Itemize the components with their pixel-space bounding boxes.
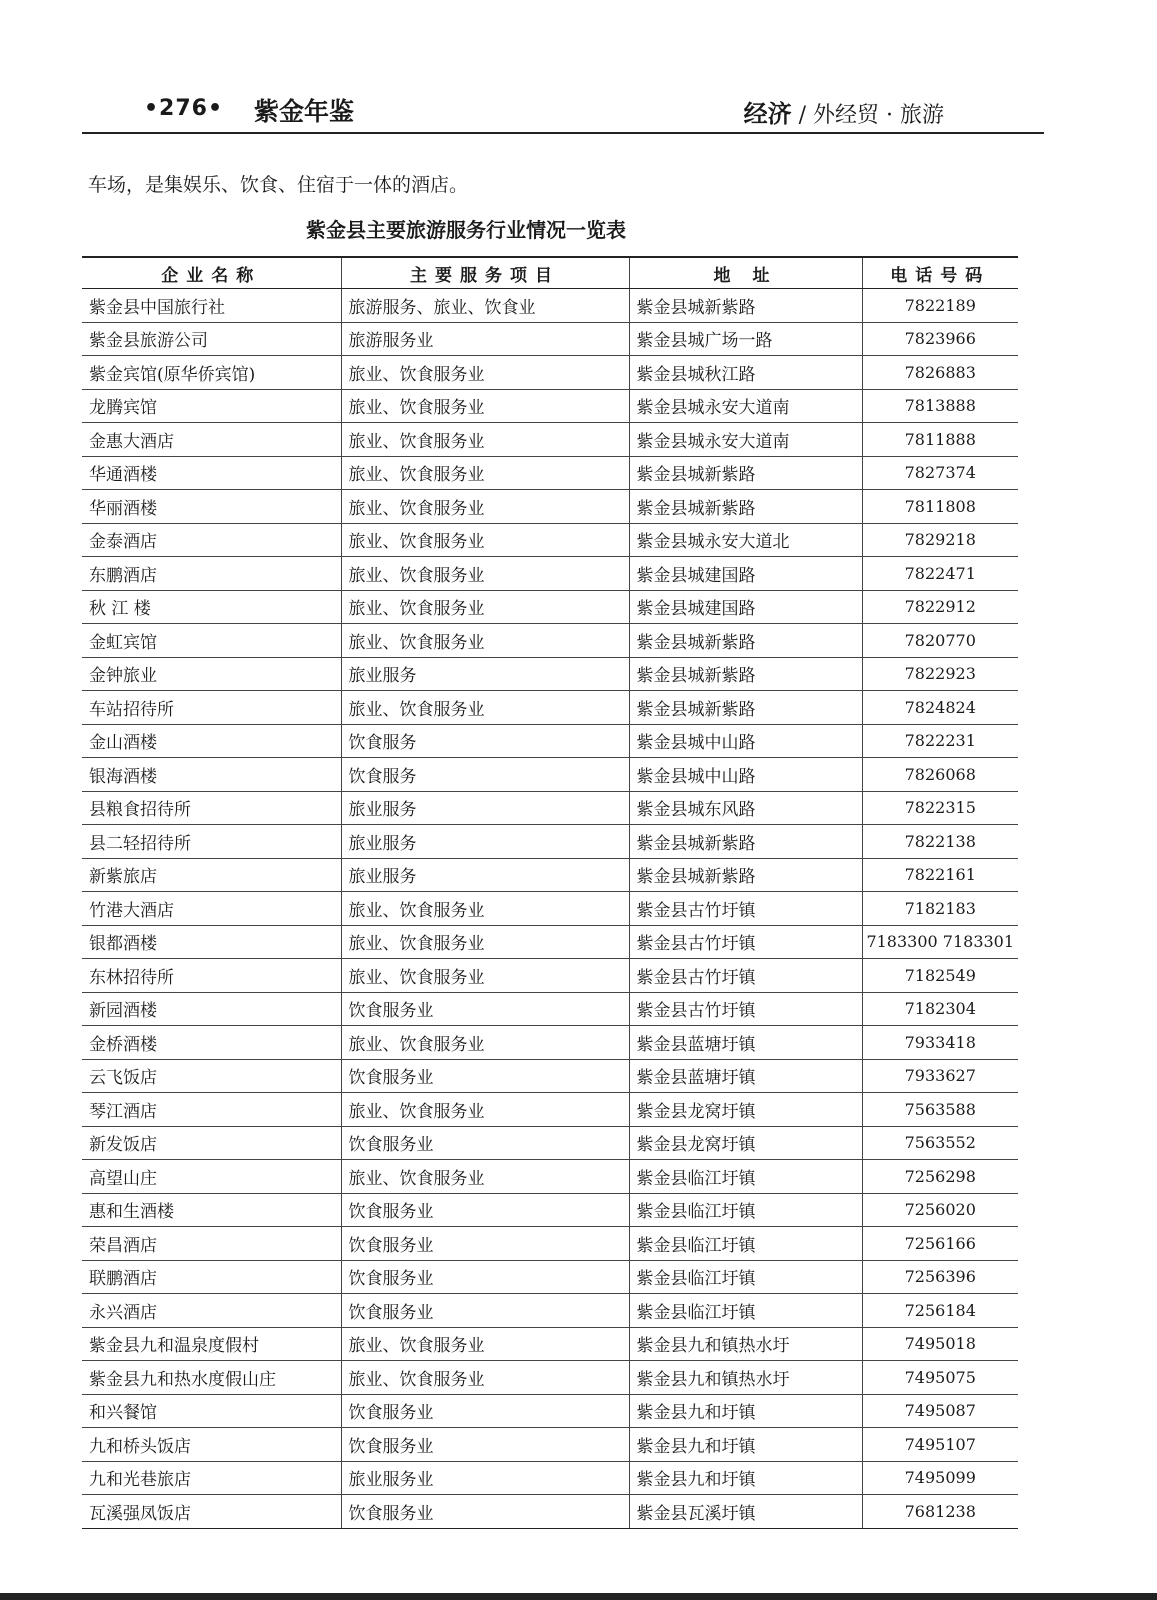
cell-company-name: 金虹宾馆 xyxy=(82,624,341,658)
cell-phone: 7495107 xyxy=(862,1428,1018,1462)
cell-company-name: 县粮食招待所 xyxy=(82,791,341,825)
cell-address: 紫金县古竹圩镇 xyxy=(629,959,862,993)
table-row xyxy=(82,456,1018,490)
cell-phone: 7826883 xyxy=(862,356,1018,390)
cell-address: 紫金县九和镇热水圩 xyxy=(629,1327,862,1361)
tourism-services-table xyxy=(82,256,1018,1529)
cell-phone: 7824824 xyxy=(862,691,1018,725)
cell-phone: 7256020 xyxy=(862,1193,1018,1227)
cell-address: 紫金县城永安大道南 xyxy=(629,423,862,457)
table-row xyxy=(82,1327,1018,1361)
col-header-name: 企业名称 xyxy=(82,257,341,289)
cell-address: 紫金县九和镇热水圩 xyxy=(629,1361,862,1395)
cell-address: 紫金县九和圩镇 xyxy=(629,1428,862,1462)
cell-phone: 7820770 xyxy=(862,624,1018,658)
cell-company-name: 金山酒楼 xyxy=(82,724,341,758)
cell-phone: 7822471 xyxy=(862,557,1018,591)
cell-address: 紫金县城新紫路 xyxy=(629,825,862,859)
cell-service: 旅业、饮食服务业 xyxy=(341,523,629,557)
table-row xyxy=(82,791,1018,825)
table-row xyxy=(82,657,1018,691)
cell-address: 紫金县城新紫路 xyxy=(629,289,862,323)
table-row xyxy=(82,1093,1018,1127)
cell-service: 旅业、饮食服务业 xyxy=(341,1327,629,1361)
cell-service: 饮食服务 xyxy=(341,758,629,792)
table-row xyxy=(82,1361,1018,1395)
cell-address: 紫金县城新紫路 xyxy=(629,456,862,490)
cell-address: 紫金县城永安大道南 xyxy=(629,389,862,423)
cell-company-name: 高望山庄 xyxy=(82,1160,341,1194)
cell-service: 旅业、饮食服务业 xyxy=(341,925,629,959)
cell-company-name: 金惠大酒店 xyxy=(82,423,341,457)
cell-service: 饮食服务业 xyxy=(341,1227,629,1261)
cell-company-name: 东林招待所 xyxy=(82,959,341,993)
col-header-service: 主要服务项目 xyxy=(341,257,629,289)
table-row xyxy=(82,758,1018,792)
cell-company-name: 新紫旅店 xyxy=(82,858,341,892)
intro-text: 车场，是集娱乐、饮食、住宿于一体的酒店。 xyxy=(88,174,469,196)
cell-service: 旅业、饮食服务业 xyxy=(341,892,629,926)
section-main: 经济 xyxy=(743,100,792,128)
cell-company-name: 华通酒楼 xyxy=(82,456,341,490)
cell-company-name: 县二轻招待所 xyxy=(82,825,341,859)
cell-company-name: 瓦溪强凤饭店 xyxy=(82,1495,341,1529)
cell-service: 饮食服务业 xyxy=(341,1260,629,1294)
cell-company-name: 紫金县旅游公司 xyxy=(82,322,341,356)
cell-company-name: 云飞饭店 xyxy=(82,1059,341,1093)
cell-service: 旅业服务业 xyxy=(341,1461,629,1495)
cell-phone: 7822231 xyxy=(862,724,1018,758)
cell-service: 饮食服务业 xyxy=(341,1394,629,1428)
table-row xyxy=(82,322,1018,356)
cell-address: 紫金县城新紫路 xyxy=(629,624,862,658)
cell-service: 旅业、饮食服务业 xyxy=(341,490,629,524)
cell-address: 紫金县城新紫路 xyxy=(629,858,862,892)
cell-service: 饮食服务业 xyxy=(341,1294,629,1328)
cell-service: 旅游服务业 xyxy=(341,322,629,356)
table-row xyxy=(82,1126,1018,1160)
cell-service: 旅业、饮食服务业 xyxy=(341,557,629,591)
cell-service: 旅业服务 xyxy=(341,657,629,691)
cell-service: 旅业、饮食服务业 xyxy=(341,1160,629,1194)
cell-phone: 7827374 xyxy=(862,456,1018,490)
section-sub: 外经贸 · 旅游 xyxy=(813,103,944,128)
table-row xyxy=(82,1160,1018,1194)
cell-company-name: 荣昌酒店 xyxy=(82,1227,341,1261)
section-separator: / xyxy=(798,103,807,128)
table-row xyxy=(82,825,1018,859)
cell-service: 旅业、饮食服务业 xyxy=(341,959,629,993)
table-body xyxy=(82,289,1018,1529)
cell-address: 紫金县瓦溪圩镇 xyxy=(629,1495,862,1529)
cell-service: 旅业、饮食服务业 xyxy=(341,1093,629,1127)
table-row xyxy=(82,892,1018,926)
table-row xyxy=(82,1026,1018,1060)
table-row xyxy=(82,724,1018,758)
cell-service: 旅业服务 xyxy=(341,858,629,892)
table-title: 紫金县主要旅游服务行业情况一览表 xyxy=(306,218,626,242)
cell-phone: 7256298 xyxy=(862,1160,1018,1194)
cell-address: 紫金县城新紫路 xyxy=(629,657,862,691)
cell-address: 紫金县临江圩镇 xyxy=(629,1227,862,1261)
table-row xyxy=(82,1428,1018,1462)
cell-phone: 7256396 xyxy=(862,1260,1018,1294)
cell-company-name: 紫金县中国旅行社 xyxy=(82,289,341,323)
cell-service: 旅业、饮食服务业 xyxy=(341,624,629,658)
page-number: •276• xyxy=(144,96,224,121)
cell-address: 紫金县城永安大道北 xyxy=(629,523,862,557)
cell-service: 旅业服务 xyxy=(341,825,629,859)
table-row xyxy=(82,992,1018,1026)
cell-service: 饮食服务业 xyxy=(341,992,629,1026)
cell-phone: 7829218 xyxy=(862,523,1018,557)
cell-company-name: 和兴餐馆 xyxy=(82,1394,341,1428)
cell-service: 饮食服务业 xyxy=(341,1428,629,1462)
cell-address: 紫金县临江圩镇 xyxy=(629,1160,862,1194)
cell-address: 紫金县古竹圩镇 xyxy=(629,925,862,959)
cell-phone: 7182549 xyxy=(862,959,1018,993)
cell-phone: 7495075 xyxy=(862,1361,1018,1395)
col-header-phone: 电话号码 xyxy=(862,257,1018,289)
book-title: 紫金年鉴 xyxy=(254,97,355,126)
cell-address: 紫金县蓝塘圩镇 xyxy=(629,1059,862,1093)
table-row xyxy=(82,1193,1018,1227)
cell-service: 饮食服务业 xyxy=(341,1059,629,1093)
table-row xyxy=(82,1461,1018,1495)
cell-company-name: 紫金县九和热水度假山庄 xyxy=(82,1361,341,1395)
cell-phone: 7822912 xyxy=(862,590,1018,624)
cell-phone: 7822161 xyxy=(862,858,1018,892)
table-row xyxy=(82,1227,1018,1261)
cell-phone: 7495099 xyxy=(862,1461,1018,1495)
cell-phone: 7681238 xyxy=(862,1495,1018,1529)
cell-service: 旅业、饮食服务业 xyxy=(341,389,629,423)
table-row xyxy=(82,925,1018,959)
cell-service: 旅业、饮食服务业 xyxy=(341,456,629,490)
table-row xyxy=(82,590,1018,624)
cell-company-name: 银都酒楼 xyxy=(82,925,341,959)
cell-address: 紫金县城广场一路 xyxy=(629,322,862,356)
header-rule xyxy=(82,132,1044,134)
table-row xyxy=(82,1059,1018,1093)
cell-company-name: 金钟旅业 xyxy=(82,657,341,691)
cell-service: 饮食服务业 xyxy=(341,1126,629,1160)
cell-service: 旅游服务、旅业、饮食业 xyxy=(341,289,629,323)
cell-phone: 7822138 xyxy=(862,825,1018,859)
cell-company-name: 永兴酒店 xyxy=(82,1294,341,1328)
page-header xyxy=(82,92,1042,132)
cell-phone: 7811808 xyxy=(862,490,1018,524)
table-row xyxy=(82,557,1018,591)
cell-address: 紫金县城中山路 xyxy=(629,724,862,758)
cell-service: 旅业、饮食服务业 xyxy=(341,590,629,624)
cell-company-name: 东鹏酒店 xyxy=(82,557,341,591)
cell-address: 紫金县龙窝圩镇 xyxy=(629,1126,862,1160)
cell-phone: 7822315 xyxy=(862,791,1018,825)
table-row xyxy=(82,1260,1018,1294)
cell-address: 紫金县城建国路 xyxy=(629,590,862,624)
cell-phone: 7813888 xyxy=(862,389,1018,423)
table-row xyxy=(82,858,1018,892)
table-row xyxy=(82,1495,1018,1529)
cell-phone: 7823966 xyxy=(862,322,1018,356)
col-header-address: 地 址 xyxy=(629,257,862,289)
cell-phone: 7563552 xyxy=(862,1126,1018,1160)
table-row xyxy=(82,423,1018,457)
cell-phone: 7183300 7183301 xyxy=(862,925,1018,959)
cell-company-name: 九和桥头饭店 xyxy=(82,1428,341,1462)
cell-company-name: 竹港大酒店 xyxy=(82,892,341,926)
cell-company-name: 琴江酒店 xyxy=(82,1093,341,1127)
table-header-row xyxy=(82,257,1018,289)
cell-address: 紫金县城新紫路 xyxy=(629,691,862,725)
table-row xyxy=(82,624,1018,658)
table-row xyxy=(82,691,1018,725)
cell-service: 旅业、饮食服务业 xyxy=(341,423,629,457)
cell-address: 紫金县九和圩镇 xyxy=(629,1394,862,1428)
cell-service: 旅业、饮食服务业 xyxy=(341,691,629,725)
cell-company-name: 九和光巷旅店 xyxy=(82,1461,341,1495)
section-label xyxy=(744,94,944,129)
cell-company-name: 紫金宾馆(原华侨宾馆) xyxy=(82,356,341,390)
cell-company-name: 联鹏酒店 xyxy=(82,1260,341,1294)
cell-phone: 7933627 xyxy=(862,1059,1018,1093)
cell-phone: 7563588 xyxy=(862,1093,1018,1127)
cell-company-name: 银海酒楼 xyxy=(82,758,341,792)
cell-address: 紫金县古竹圩镇 xyxy=(629,992,862,1026)
table-row xyxy=(82,1294,1018,1328)
cell-company-name: 车站招待所 xyxy=(82,691,341,725)
cell-phone: 7256166 xyxy=(862,1227,1018,1261)
cell-address: 紫金县城建国路 xyxy=(629,557,862,591)
cell-address: 紫金县城新紫路 xyxy=(629,490,862,524)
cell-company-name: 华丽酒楼 xyxy=(82,490,341,524)
cell-service: 旅业、饮食服务业 xyxy=(341,1026,629,1060)
cell-service: 旅业、饮食服务业 xyxy=(341,1361,629,1395)
cell-address: 紫金县城东风路 xyxy=(629,791,862,825)
cell-company-name: 新园酒楼 xyxy=(82,992,341,1026)
cell-phone: 7933418 xyxy=(862,1026,1018,1060)
table-row xyxy=(82,356,1018,390)
cell-address: 紫金县蓝塘圩镇 xyxy=(629,1026,862,1060)
cell-company-name: 秋 江 楼 xyxy=(82,590,341,624)
cell-address: 紫金县临江圩镇 xyxy=(629,1294,862,1328)
cell-company-name: 龙腾宾馆 xyxy=(82,389,341,423)
cell-address: 紫金县城中山路 xyxy=(629,758,862,792)
cell-phone: 7495087 xyxy=(862,1394,1018,1428)
table-row xyxy=(82,523,1018,557)
cell-address: 紫金县城秋江路 xyxy=(629,356,862,390)
cell-phone: 7822189 xyxy=(862,289,1018,323)
cell-phone: 7822923 xyxy=(862,657,1018,691)
cell-address: 紫金县临江圩镇 xyxy=(629,1193,862,1227)
table-row xyxy=(82,490,1018,524)
cell-phone: 7811888 xyxy=(862,423,1018,457)
cell-service: 饮食服务业 xyxy=(341,1495,629,1529)
table-row xyxy=(82,1394,1018,1428)
table-row xyxy=(82,389,1018,423)
cell-company-name: 新发饭店 xyxy=(82,1126,341,1160)
scan-edge xyxy=(0,1593,1157,1600)
cell-phone: 7256184 xyxy=(862,1294,1018,1328)
table-row xyxy=(82,959,1018,993)
cell-company-name: 惠和生酒楼 xyxy=(82,1193,341,1227)
cell-service: 旅业服务 xyxy=(341,791,629,825)
cell-service: 饮食服务 xyxy=(341,724,629,758)
cell-phone: 7495018 xyxy=(862,1327,1018,1361)
cell-phone: 7182304 xyxy=(862,992,1018,1026)
cell-phone: 7182183 xyxy=(862,892,1018,926)
cell-address: 紫金县龙窝圩镇 xyxy=(629,1093,862,1127)
cell-company-name: 紫金县九和温泉度假村 xyxy=(82,1327,341,1361)
cell-address: 紫金县临江圩镇 xyxy=(629,1260,862,1294)
cell-company-name: 金泰酒店 xyxy=(82,523,341,557)
cell-address: 紫金县古竹圩镇 xyxy=(629,892,862,926)
cell-address: 紫金县九和圩镇 xyxy=(629,1461,862,1495)
cell-service: 旅业、饮食服务业 xyxy=(341,356,629,390)
cell-phone: 7826068 xyxy=(862,758,1018,792)
table-row xyxy=(82,289,1018,323)
cell-company-name: 金桥酒楼 xyxy=(82,1026,341,1060)
cell-service: 饮食服务业 xyxy=(341,1193,629,1227)
